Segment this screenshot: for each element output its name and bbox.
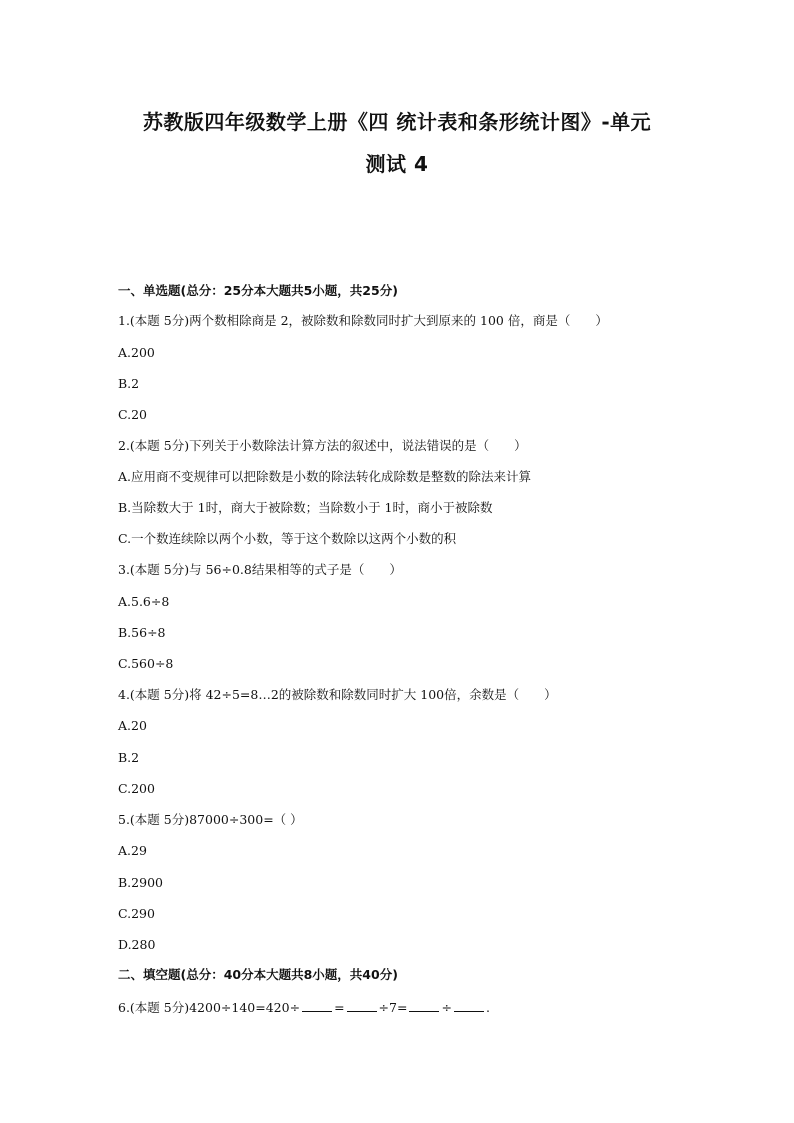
- document-title-line-1: 苏教版四年级数学上册《四 统计表和条形统计图》-单元: [142, 110, 652, 134]
- question-5-option-b: B.2900: [118, 875, 163, 890]
- question-1-option-c: C.20: [118, 407, 147, 422]
- section-heading-fill-blank: 二、填空题(总分：40分本大题共8小题，共40分): [118, 967, 398, 982]
- question-3-option-a: A.5.6÷8: [118, 594, 170, 609]
- question-5-stem: 5.(本题 5分)87000÷300=（ ）: [118, 812, 303, 827]
- question-3-option-c: C.560÷8: [118, 656, 174, 671]
- question-1-option-a: A.200: [118, 345, 155, 360]
- question-6-part-4: ÷: [441, 1000, 452, 1015]
- question-3-stem: 3.(本题 5分)与 56÷0.8结果相等的式子是（ ）: [118, 562, 402, 577]
- question-6-stem: [118, 999, 490, 1016]
- document-title-line-2: 测试 4: [365, 152, 429, 176]
- section-heading-single-choice: 一、单选题(总分：25分本大题共5小题，共25分): [118, 283, 398, 298]
- question-4-stem: 4.(本题 5分)将 42÷5=8…2的被除数和除数同时扩大 100倍，余数是（ ）: [118, 687, 557, 702]
- question-5-option-d: D.280: [118, 937, 156, 952]
- question-2-option-a: A.应用商不变规律可以把除数是小数的除法转化成除数是整数的除法来计算: [118, 469, 532, 484]
- question-2-option-b: B.当除数大于 1时，商大于被除数；当除数小于 1时，商小于被除数: [118, 500, 493, 515]
- question-5-option-c: C.290: [118, 906, 155, 921]
- question-2-stem: 2.(本题 5分)下列关于小数除法计算方法的叙述中，说法错误的是（ ）: [118, 438, 527, 453]
- answer-blank-4[interactable]: [454, 999, 484, 1012]
- question-6-part-2: =: [334, 1000, 345, 1015]
- question-1-option-b: B.2: [118, 376, 140, 391]
- question-2-option-c: C.一个数连续除以两个小数，等于这个数除以这两个小数的积: [118, 531, 457, 546]
- question-3-option-b: B.56÷8: [118, 625, 166, 640]
- answer-blank-1[interactable]: [302, 999, 332, 1012]
- answer-blank-2[interactable]: [347, 999, 377, 1012]
- question-4-option-a: A.20: [118, 718, 147, 733]
- question-1-stem: 1.(本题 5分)两个数相除商是 2，被除数和除数同时扩大到原来的 100 倍，商是（ ）: [118, 313, 608, 328]
- question-6-suffix: .: [485, 1000, 490, 1015]
- question-5-option-a: A.29: [118, 843, 147, 858]
- question-6-prefix: 6.(本题 5分)4200÷140=420÷: [118, 1000, 301, 1015]
- question-4-option-c: C.200: [118, 781, 155, 796]
- question-4-option-b: B.2: [118, 750, 140, 765]
- question-6-part-3: ÷7=: [378, 1000, 408, 1015]
- answer-blank-3[interactable]: [409, 999, 439, 1012]
